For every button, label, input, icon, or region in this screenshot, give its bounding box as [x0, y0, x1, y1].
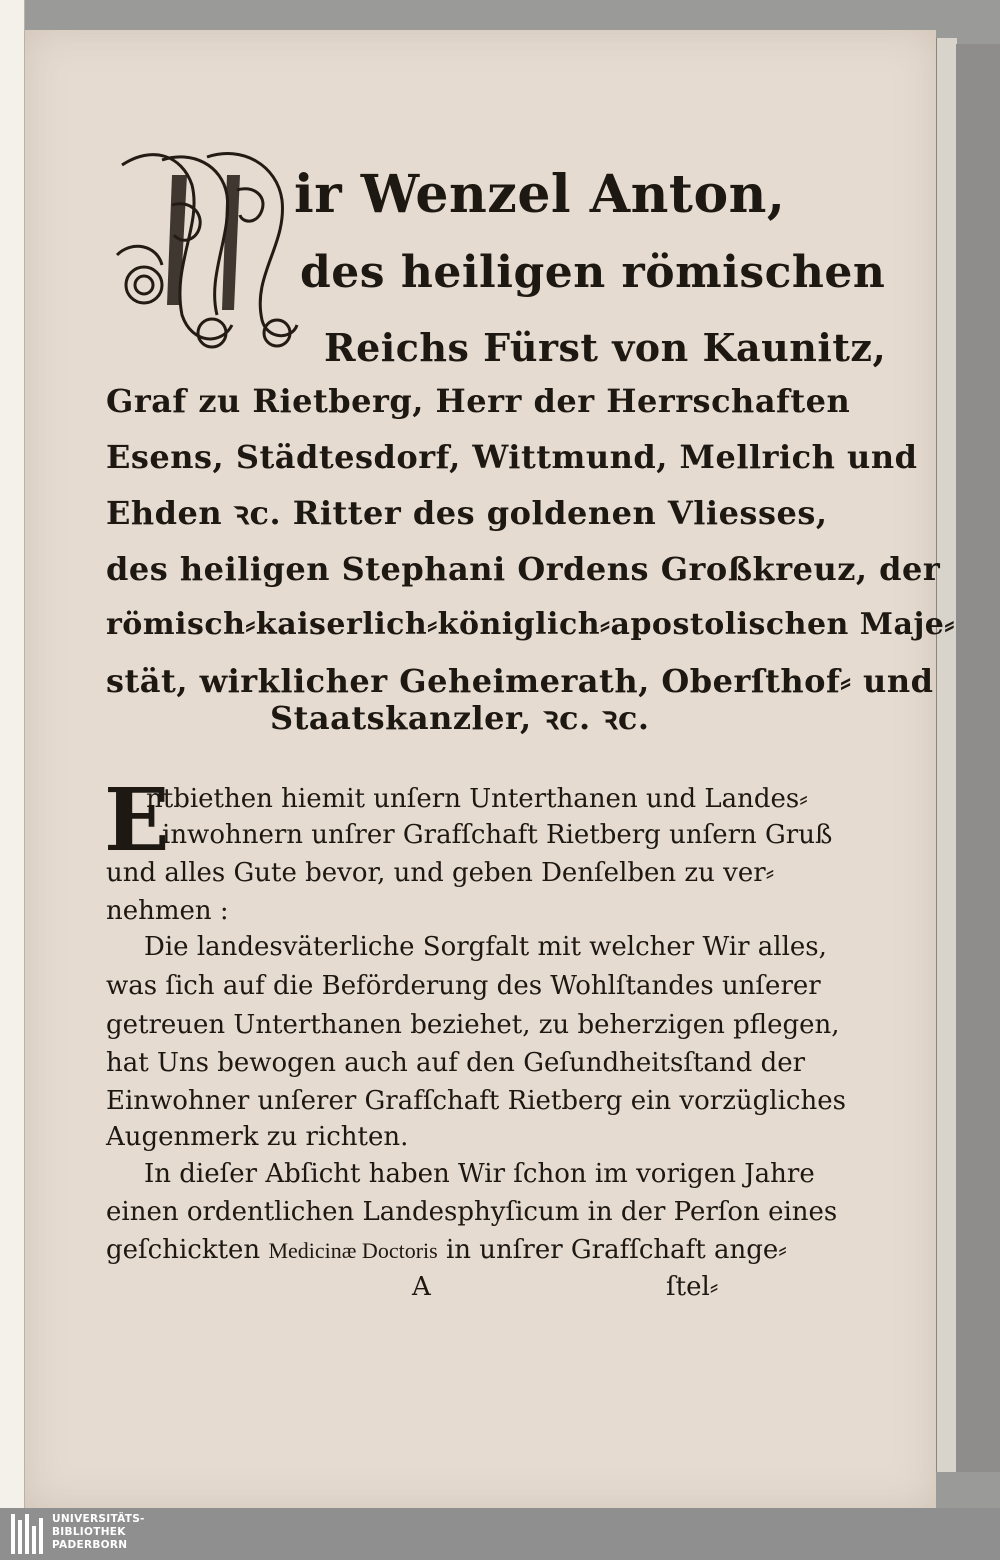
title-line-3: Ehden ꝛc. Ritter des goldenen Vliesses,	[106, 494, 828, 532]
library-logo-icon	[8, 1512, 46, 1556]
library-name-line-2: BIBLIOTHEK	[52, 1526, 126, 1538]
heading-line-2: des heiligen römischen	[300, 247, 886, 298]
paragraph2-line-3-end: in unſrer Grafſchaft ange⸗	[445, 1235, 787, 1265]
signature-mark: A	[412, 1272, 431, 1302]
paragraph1-line-1: Die landesväterliche Sorgfalt mit welcher Wir alles,	[144, 932, 827, 962]
footer-bar	[0, 1508, 1000, 1560]
intro-line-3: und alles Gute bevor, und geben Denſelben zu ver⸗	[106, 858, 775, 888]
medicinae-doctoris: Medicinæ Doctoris	[268, 1238, 438, 1263]
title-line-4: des heiligen Stephani Ordens Großkreuz, der	[106, 550, 941, 588]
title-line-2: Esens, Städtesdorf, Wittmund, Mellrich und	[106, 438, 918, 476]
intro-initial-e: E	[104, 770, 170, 871]
library-name-line-1: UNIVERSITÄTS-	[52, 1513, 145, 1525]
heading-line-1: ir Wenzel Anton,	[294, 164, 786, 225]
paragraph1-line-3: getreuen Unterthanen beziehet, zu beherzigen pflegen,	[106, 1010, 840, 1040]
paragraph2-line-1: In dieſer Abſicht haben Wir ſchon im vorigen Jahre	[144, 1159, 815, 1189]
library-name	[52, 1513, 145, 1552]
paragraph1-line-6: Augenmerk zu richten.	[106, 1122, 409, 1152]
title-line-6: stät, wirklicher Geheimerath, Oberſthof⸗ und	[106, 662, 934, 700]
paragraph1-line-2: was ſich auf die Beförderung des Wohlſtandes unſerer	[106, 971, 821, 1001]
intro-line-1: ntbiethen hiemit unſern Unterthanen und Landes⸗	[146, 784, 808, 814]
paragraph2-line-3-start: geſchickten	[106, 1235, 261, 1265]
paragraph1-line-5: Einwohner unſerer Grafſchaft Rietberg ein vorzügliches	[106, 1086, 846, 1116]
heading-line-3: Reichs Fürst von Kaunitz,	[324, 325, 887, 370]
paragraph2-line-3	[106, 1233, 787, 1268]
page-stack-edge	[936, 38, 957, 1472]
intro-line-2: inwohnern unſrer Grafſchaft Rietberg unſern Gruß	[162, 820, 833, 850]
catchword: ſtel⸗	[666, 1272, 719, 1302]
scan-background	[956, 44, 1000, 1472]
adjacent-page-edge	[0, 0, 25, 1508]
decorative-initial-w	[112, 145, 302, 355]
intro-line-4: nehmen :	[106, 896, 229, 926]
paragraph1-line-4: hat Uns bewogen auch auf den Geſundheitsſtand der	[106, 1048, 806, 1078]
paragraph2-line-2: einen ordentlichen Landesphyſicum in der Perſon eines	[106, 1197, 838, 1227]
title-line-1: Graf zu Rietberg, Herr der Herrschaften	[106, 382, 851, 420]
library-name-line-3: PADERBORN	[52, 1539, 128, 1551]
title-line-7: Staatskanzler, ꝛc. ꝛc.	[270, 699, 650, 737]
title-line-5: römisch⸗kaiserlich⸗königlich⸗apostolischen Maje⸗	[106, 607, 955, 642]
